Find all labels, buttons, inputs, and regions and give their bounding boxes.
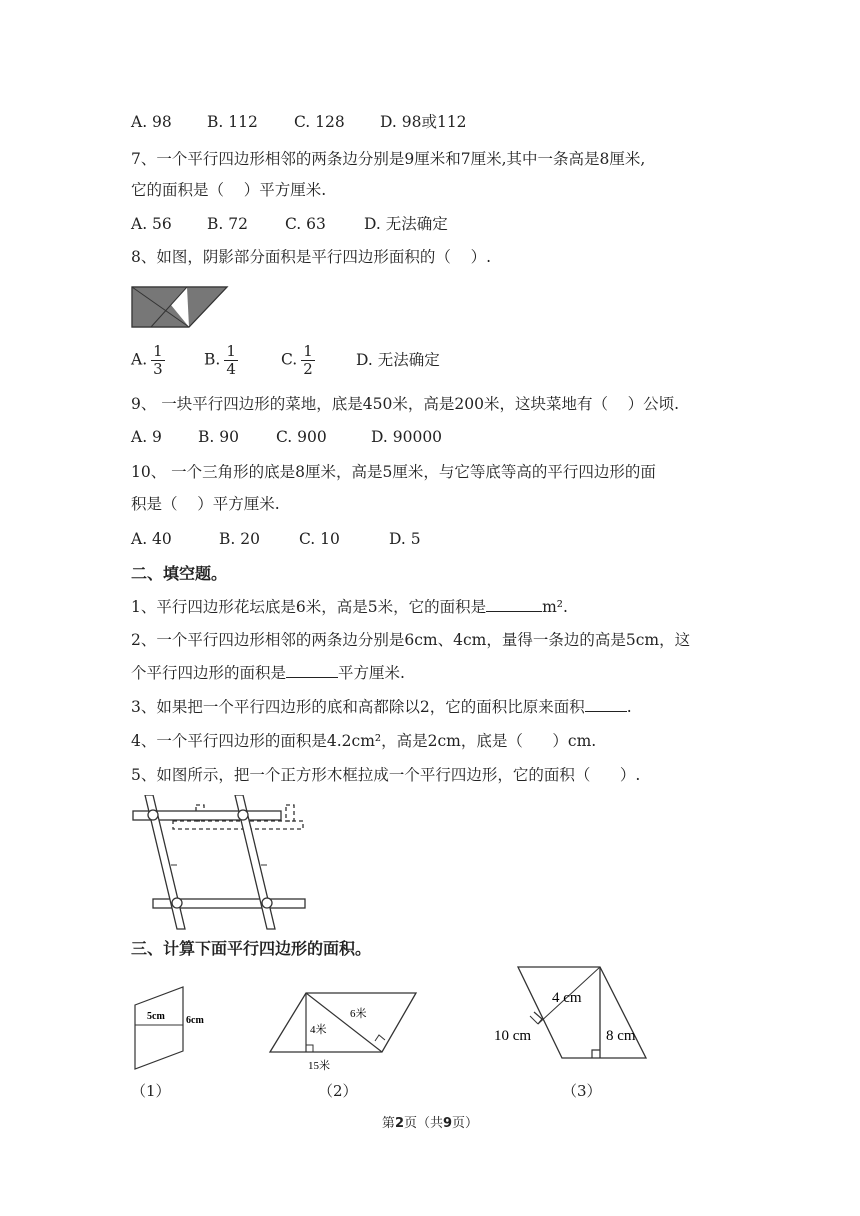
fill-5: 5、如图所示，把一个正方形木框拉成一个平行四边形，它的面积（ ）. (131, 766, 641, 784)
q9-text: 9、 一块平行四边形的菜地，底是450米，高是200米，这块菜地有（ ）公顷. (131, 395, 680, 413)
section3-title: 三、计算下面平行四边形的面积。 (131, 939, 372, 958)
fill-1: 1、平行四边形花坛底是6米，高是5米，它的面积是 m². (131, 598, 568, 616)
q10-option-d: D. 5 (389, 530, 421, 548)
fill-2-line1: 2、一个平行四边形相邻的两条边分别是6cm、4cm，量得一条边的高是5cm，这 (131, 631, 691, 649)
q7-option-d: D. 无法确定 (364, 215, 448, 233)
q7-option-c: C. 63 (285, 215, 326, 233)
page-number: 2 (394, 1116, 404, 1131)
fill-3-blank (585, 697, 627, 712)
q8-option-b: B. $\frac{1}{4}$ (204, 342, 236, 378)
fig3-parallelogram (490, 963, 655, 1063)
q8-option-c: C. $\frac{1}{2}$ (281, 342, 313, 378)
q6-option-b: B. 112 (207, 113, 258, 131)
fig1-caption: （1） (131, 1082, 171, 1100)
q10-option-a: A. 40 (131, 530, 172, 548)
fraction-one-third: $\frac{1}{3}$ (153, 342, 163, 378)
fill-1-blank (486, 597, 542, 612)
q6-option-a: A. 98 (131, 113, 172, 131)
q7-text-line1: 7、一个平行四边形相邻的两条边分别是9厘米和7厘米,其中一条高是8厘米, (131, 150, 646, 168)
section2-title: 二、填空题。 (131, 564, 228, 583)
q10-text-line1: 10、 一个三角形的底是8厘米，高是5厘米，与它等底等高的平行四边形的面 (131, 463, 656, 481)
q8-option-a: A. $\frac{1}{3}$ (131, 342, 163, 378)
fig1-parallelogram (125, 985, 220, 1075)
fig2-caption: （2） (318, 1082, 358, 1100)
fig2-parallelogram (266, 985, 426, 1075)
fig3-height-long-label: 8 cm (606, 1028, 636, 1044)
fraction-one-quarter: $\frac{1}{4}$ (226, 342, 236, 378)
fig2-side-label: 6米 (350, 1008, 367, 1020)
q9-option-b: B. 90 (198, 428, 239, 446)
q8-option-d: D. 无法确定 (356, 351, 440, 369)
frame-figure (131, 795, 311, 935)
q8-figure (131, 285, 231, 330)
page-footer: 第2页（共9页） (381, 1116, 479, 1131)
fig1-base-label: 5cm (147, 1011, 165, 1022)
q6-option-c: C. 128 (294, 113, 345, 131)
q9-option-c: C. 900 (276, 428, 327, 446)
fraction-one-half: $\frac{1}{2}$ (303, 342, 313, 378)
fill-2-blank (286, 663, 338, 678)
q6-option-d: D. 98或112 (380, 113, 467, 131)
fig3-caption: （3） (562, 1082, 602, 1100)
fig2-height-label: 4米 (310, 1024, 327, 1036)
q10-text-line2: 积是（ ）平方厘米. (131, 495, 280, 513)
q7-option-a: A. 56 (131, 215, 172, 233)
fill-3: 3、如果把一个平行四边形的底和高都除以2，它的面积比原来面积 . (131, 698, 632, 716)
fig3-height-short-label: 4 cm (552, 990, 582, 1006)
q9-option-d: D. 90000 (371, 428, 443, 446)
fig3-side-label: 10 cm (494, 1028, 532, 1044)
fig1-height-label: 6cm (186, 1015, 204, 1026)
fill-4: 4、一个平行四边形的面积是4.2cm²，高是2cm，底是（ ）cm. (131, 732, 597, 750)
q7-option-b: B. 72 (207, 215, 248, 233)
q7-text-line2: 它的面积是（ ）平方厘米. (131, 181, 327, 199)
page-total: 9 (443, 1116, 453, 1131)
fig2-base-label: 15米 (308, 1060, 330, 1072)
q10-option-c: C. 10 (299, 530, 340, 548)
q10-option-b: B. 20 (219, 530, 260, 548)
q9-option-a: A. 9 (131, 428, 162, 446)
q8-text: 8、如图，阴影部分面积是平行四边形面积的（ ）. (131, 248, 491, 266)
fill-2-line2: 个平行四边形的面积是 平方厘米. (131, 664, 405, 682)
